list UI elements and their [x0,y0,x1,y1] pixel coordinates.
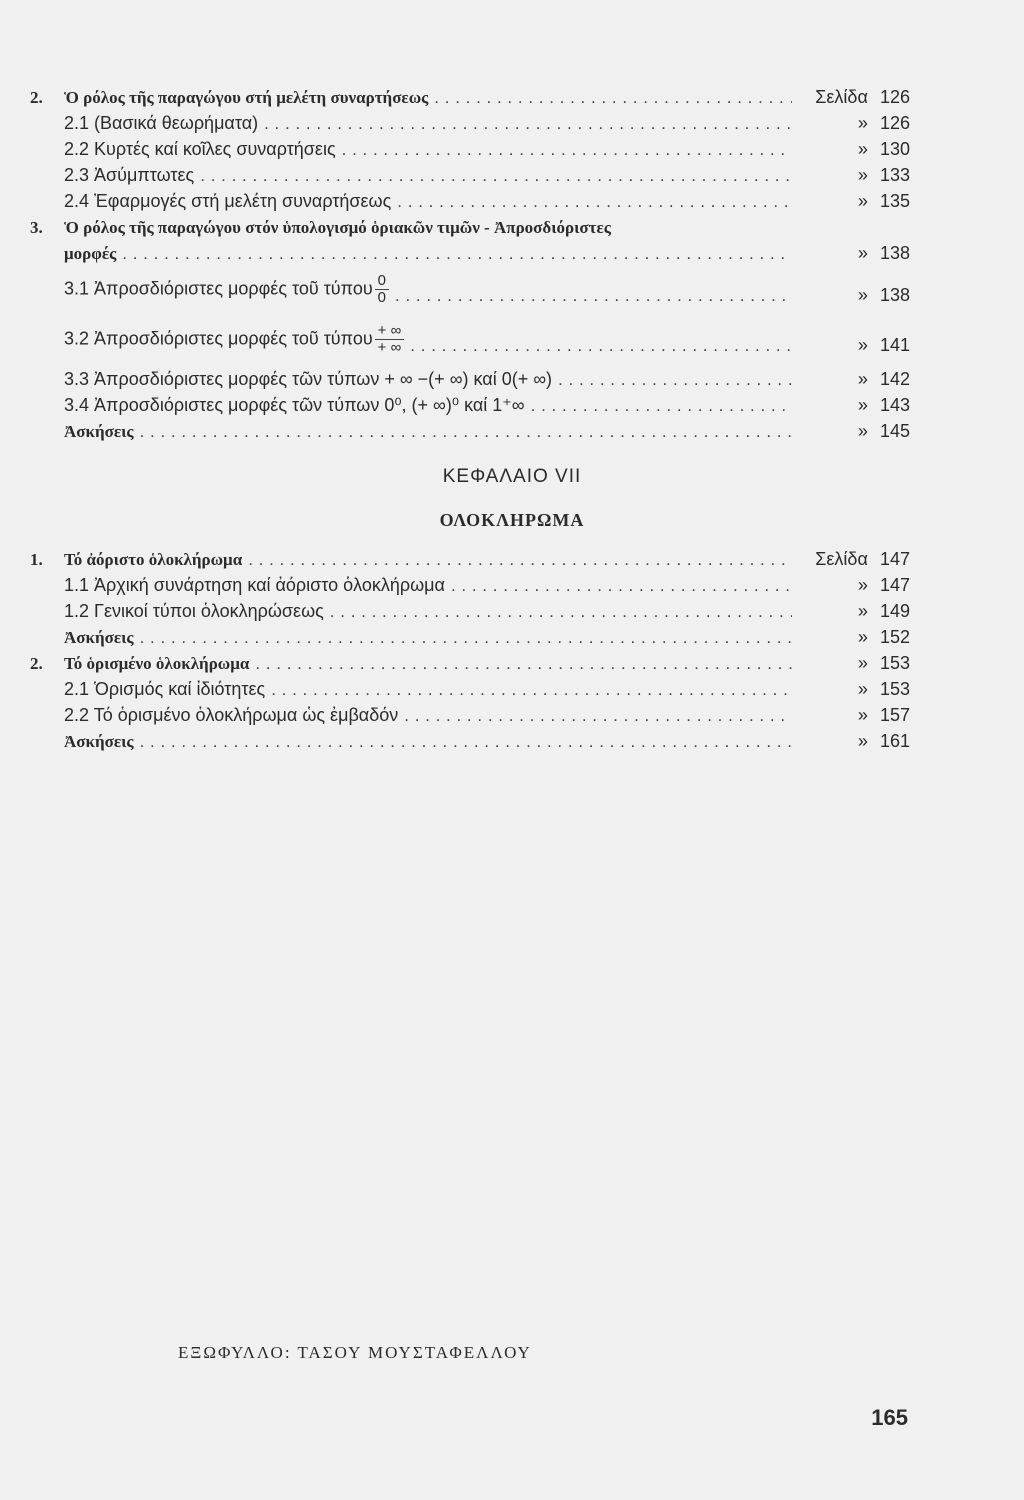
dot-leader [116,244,792,264]
page-prefix: » [857,243,868,263]
page-prefix: Σελίδα [815,549,868,569]
dot-leader [525,396,792,416]
page-prefix: » [857,627,868,647]
fraction [375,323,405,356]
page-prefix: » [857,165,868,185]
fraction-numerator: 0 [375,273,389,290]
page-number-ref: 147 [879,549,910,569]
toc-entry-section-2 [30,82,910,108]
page-number-ref: 143 [879,395,910,415]
entry-title: 1.1 Ἀρχική συνάρτηση καί ἀόριστο ὁλοκλήρωμα [64,575,445,595]
page-number-ref: 141 [879,335,910,355]
entry-title-continuation: μορφές [64,244,117,263]
dot-leader [249,654,792,674]
toc-entry-1-2 [30,596,910,622]
toc-entry-2-3 [30,160,910,186]
page-number-ref: 152 [879,627,910,647]
entry-title: Ἀσκήσεις [64,732,134,751]
entry-number: 1. [30,550,43,569]
entry-title-text: Τό ὁρισμένο ὁλοκλήρωμα [64,654,250,673]
page-number-ref: 142 [879,369,910,389]
dot-leader [552,370,792,390]
page-number-ref: 157 [879,705,910,725]
page-prefix: Σελίδα [815,87,868,107]
toc-entry-3-1 [30,272,910,306]
page-number-ref: 126 [879,113,910,133]
dot-leader [428,88,792,108]
toc-entry-section-3 [30,212,910,238]
page-prefix: » [857,679,868,699]
chapter-label: ΚΕΦΑΛΑΙΟ VII [442,466,582,487]
page-prefix: » [857,575,868,595]
dot-leader [265,680,792,700]
entry-title: Ἀσκήσεις [64,628,134,647]
page-ref [792,601,910,622]
page-ref [792,165,910,186]
page-ref [792,243,910,264]
toc-entry-2b-2 [30,700,910,726]
dot-leader [134,422,792,442]
page-ref [792,335,910,356]
entry-title: 2.2 Κυρτές καί κοῖλες συναρτήσεις [64,139,336,159]
entry-title-text: Τό ἀόριστο ὁλοκλήρωμα [64,550,243,569]
entry-title [30,218,611,238]
toc-entry-3-4 [30,390,910,416]
page-number-ref: 153 [879,653,910,673]
toc-entry-exercises [30,726,910,752]
page-ref [792,627,910,648]
page-number-ref: 130 [879,139,910,159]
page-ref [792,653,910,674]
page-number-ref: 135 [879,191,910,211]
page-ref [792,395,910,416]
entry-number: 2. [30,654,43,673]
page-prefix: » [857,601,868,621]
page-number-ref: 138 [879,285,910,305]
entry-title [30,550,242,570]
entry-title [30,323,404,356]
page-prefix: » [857,139,868,159]
page-number-ref: 133 [879,165,910,185]
page-prefix: » [857,395,868,415]
page-prefix: » [857,653,868,673]
page-ref [792,139,910,160]
entry-title-text: Ὁ ρόλος τῆς παραγώγου στόν ὑπολογισμό ὁριακῶν τιμῶν - Ἀπροσδιόριστες [64,218,611,237]
dot-leader [134,628,792,648]
entry-title: Ἀσκήσεις [64,422,134,441]
entry-title: 2.3 Ἀσύμπτωτες [64,165,195,185]
page-prefix: » [857,369,868,389]
page-number-ref: 153 [879,679,910,699]
page-ref [792,87,910,108]
toc-entry-2b-1 [30,674,910,700]
dot-leader [391,192,792,212]
entry-title: 3.3 Ἀπροσδιόριστες μορφές τῶν τύπων + ∞ −(+ ∞) καί 0(+ ∞) [64,369,553,389]
page-prefix: » [857,731,868,751]
dot-leader [445,576,792,596]
page-ref [792,679,910,700]
page-ref [792,285,910,306]
toc-entry-exercises [30,622,910,648]
dot-leader [389,286,792,306]
entry-title: 2.4 Ἐφαρμογές στή μελέτη συναρτήσεως [64,191,392,211]
toc-entry-section-2b [30,648,910,674]
fraction-numerator: + ∞ [375,323,405,340]
entry-number: 3. [30,218,43,237]
entry-title: 2.1 (Βασικά θεωρήματα) [64,113,259,133]
entry-title [30,273,389,306]
entry-title: 2.2 Τό ὁρισμένο ὁλοκλήρωμα ὡς ἐμβαδόν [64,705,399,725]
entry-title-text: 3.2 Ἀπροσδιόριστες μορφές τοῦ τύπου [64,328,373,349]
dot-leader [242,550,792,570]
page-number-ref: 147 [879,575,910,595]
entry-title [30,88,428,108]
toc-entry-1-1 [30,570,910,596]
entry-number: 2. [30,88,43,107]
page-number-ref: 149 [879,601,910,621]
toc-entry-2-4 [30,186,910,212]
toc-entry-section-3-cont [30,238,910,264]
entry-title [30,654,249,674]
fraction-denominator: + ∞ [377,339,402,356]
page-prefix: » [857,335,868,355]
page-ref [792,731,910,752]
dot-leader [134,732,792,752]
page-ref [792,369,910,390]
dot-leader [194,166,792,186]
page-prefix: » [857,421,868,441]
dot-leader [258,114,792,134]
toc-entry-2-2 [30,134,910,160]
page-ref [792,549,910,570]
entry-title-text: 3.1 Ἀπροσδιόριστες μορφές τοῦ τύπου [64,278,373,299]
dot-leader [324,602,792,622]
page-prefix: » [857,191,868,211]
entry-title: 3.4 Ἀπροσδιόριστες μορφές τῶν τύπων 0⁰, (+ ∞)⁰ καί 1⁺∞ [64,395,525,415]
toc-entry-exercises [30,416,910,442]
fraction-denominator: 0 [377,289,387,306]
entry-title-text: Ὁ ρόλος τῆς παραγώγου στή μελέτη συναρτήσεως [64,88,429,107]
cover-credit: ΕΞΩΦΥΛΛΟ: ΤΑΣΟΥ ΜΟΥΣΤΑΦΕΛΛΟΥ [178,1343,532,1362]
chapter-title: ΟΛΟΚΛΗΡΩΜΑ [439,510,585,530]
page-number-ref: 126 [879,87,910,107]
toc-entry-3-2 [30,322,910,356]
page-number-ref: 145 [879,421,910,441]
dot-leader [336,140,792,160]
dot-leader [404,336,792,356]
page-ref [792,113,910,134]
page-prefix: » [857,285,868,305]
page-ref [792,191,910,212]
page-number-ref: 161 [879,731,910,751]
page-ref [792,705,910,726]
toc-entry-2-1 [30,108,910,134]
toc-entry-section-1 [30,544,910,570]
toc-entry-3-3 [30,364,910,390]
page-ref [792,575,910,596]
page-ref [792,421,910,442]
page-number: 165 [871,1405,908,1430]
entry-title: 2.1 Ὁρισμός καί ἰδιότητες [64,679,266,699]
page-prefix: » [857,705,868,725]
dot-leader [398,706,792,726]
page-number-ref: 138 [879,243,910,263]
entry-title: 1.2 Γενικοί τύποι ὁλοκληρώσεως [64,601,324,621]
fraction [375,273,389,306]
page-prefix: » [857,113,868,133]
